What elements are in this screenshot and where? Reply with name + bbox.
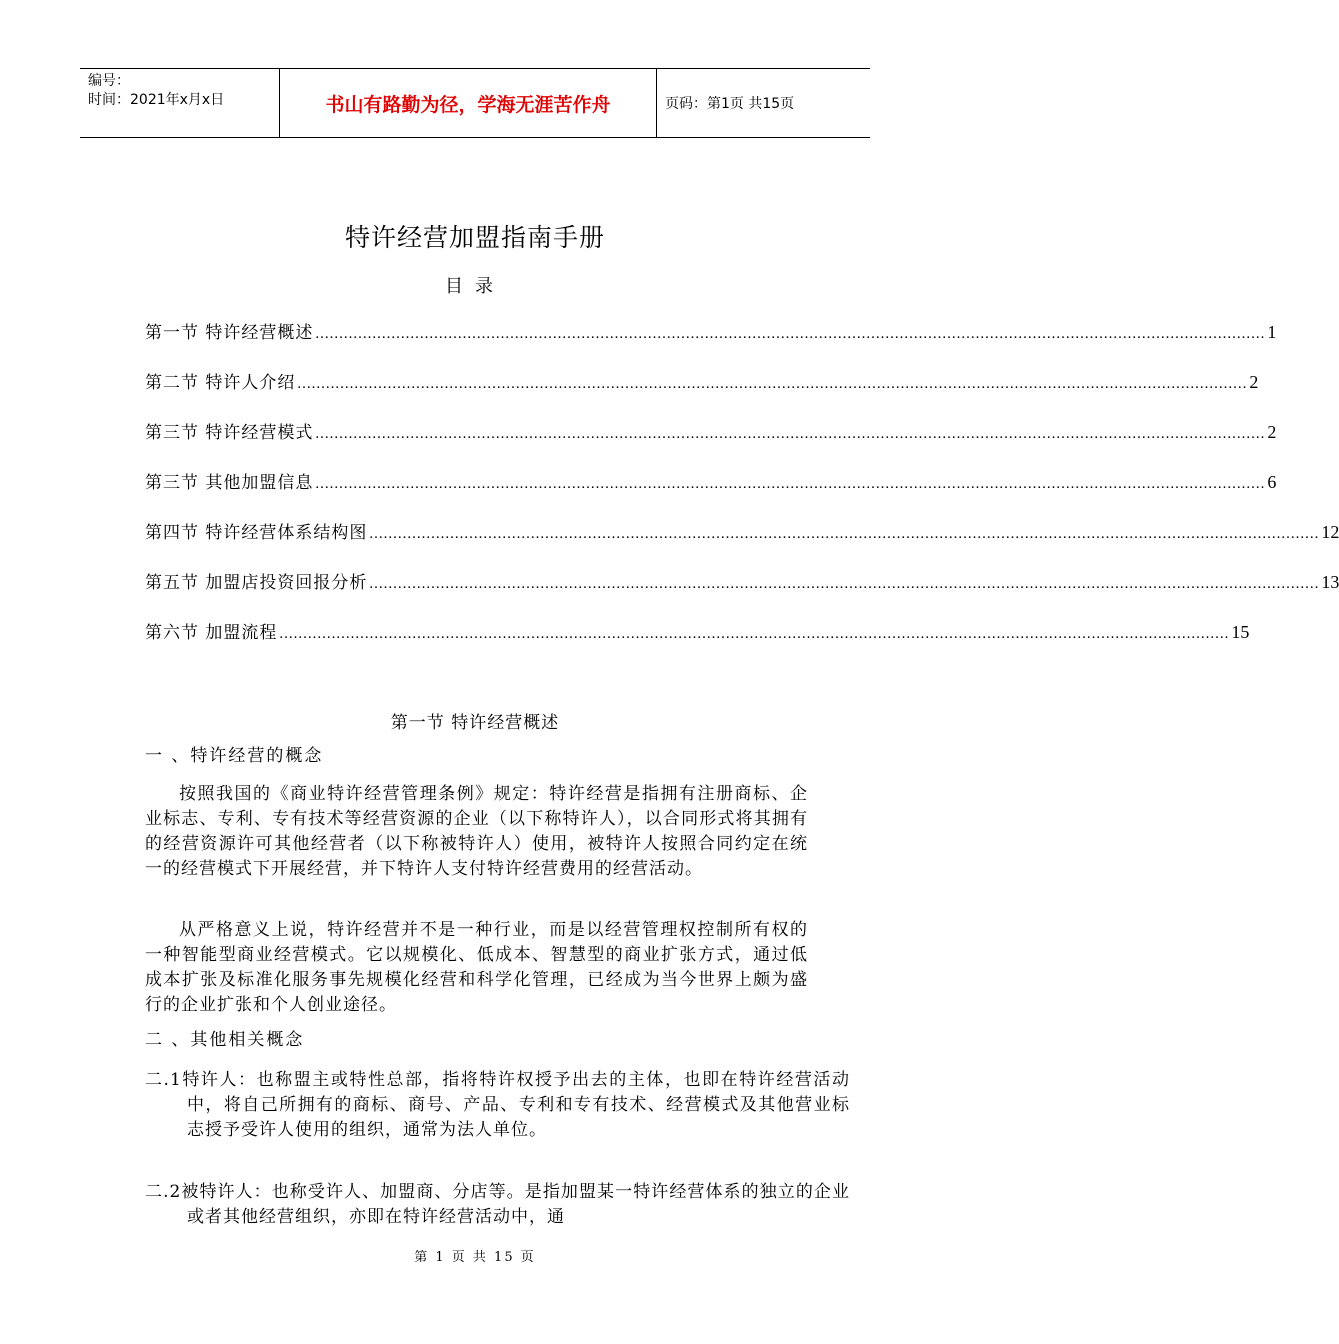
toc-title: 目录 [445, 276, 505, 297]
header-number: 编号： [88, 73, 130, 89]
table-of-contents [145, 318, 1339, 668]
toc-item-label: 第三节 特许经营模式 [145, 423, 314, 443]
toc-item[interactable] [145, 418, 1277, 468]
toc-item-page: 15 [1231, 622, 1250, 642]
toc-item[interactable] [145, 518, 1339, 568]
list-item-franchisor: 二.1特许人：也称盟主或特性总部，指将特许权授予出去的主体，也即在特许经营活动中，将自己所拥有的商标、商号、产品、专利和专有技术、经营模式及其他营业标志授予受许人使用的组织，通常为法人单位。 [145, 1070, 850, 1140]
toc-item-label: 第四节 特许经营体系结构图 [145, 523, 368, 543]
toc-item[interactable] [145, 318, 1277, 368]
toc-item-label: 第一节 特许经营概述 [145, 323, 314, 343]
toc-leader-dots: ........................................................................................................................................................................................................ [279, 626, 1230, 642]
header-page-info: 页码：第1页 共15页 [665, 96, 795, 112]
toc-item[interactable] [145, 618, 1250, 668]
toc-item-page: 1 [1267, 322, 1277, 342]
heading-related-concepts: 二 、其他相关概念 [145, 1030, 305, 1050]
toc-leader-dots: ........................................................................................................................................................................................................ [369, 576, 1320, 592]
toc-item-label: 第三节 其他加盟信息 [145, 473, 314, 493]
toc-item[interactable] [145, 568, 1339, 618]
toc-item-page: 2 [1267, 422, 1277, 442]
toc-leader-dots: ........................................................................................................................................................................................................ [315, 326, 1266, 342]
toc-item-page: 12 [1321, 522, 1339, 542]
section-title: 第一节 特许经营概述 [390, 713, 560, 733]
page-header [80, 68, 870, 138]
header-time: 时间：2021年x月x日 [88, 92, 225, 108]
paragraph-definition: 按照我国的《商业特许经营管理条例》规定：特许经营是指拥有注册商标、企业标志、专利、专有技术等经营资源的企业（以下称特许人），以合同形式将其拥有的经营资源许可其他经营者（以下称被特许人）使用，被特许人按照合同约定在统一的经营模式下开展经营，并下特许人支付特许经营费用的经营活动。 [145, 784, 808, 879]
toc-leader-dots: ........................................................................................................................................................................................................ [297, 376, 1248, 392]
heading-concept: 一 、特许经营的概念 [145, 746, 324, 766]
toc-leader-dots: ........................................................................................................................................................................................................ [315, 476, 1266, 492]
header-meta [80, 69, 280, 137]
toc-item-label: 第五节 加盟店投资回报分析 [145, 573, 368, 593]
toc-item-page: 13 [1321, 572, 1339, 592]
toc-leader-dots: ........................................................................................................................................................................................................ [369, 526, 1320, 542]
toc-item[interactable] [145, 468, 1277, 518]
paragraph-meaning: 从严格意义上说，特许经营并不是一种行业，而是以经营管理权控制所有权的一种智能型商业经营模式。它以规模化、低成本、智慧型的商业扩张方式，通过低成本扩张及标准化服务事先规模化经营和科学化管理，已经成为当今世界上颇为盛行的企业扩张和个人创业途径。 [145, 920, 808, 1015]
toc-item-label: 第二节 特许人介绍 [145, 373, 296, 393]
toc-item[interactable] [145, 368, 1259, 418]
header-motto: 书山有路勤为径，学海无涯苦作舟 [280, 69, 657, 137]
toc-item-label: 第六节 加盟流程 [145, 623, 278, 643]
toc-item-page: 2 [1249, 372, 1259, 392]
page-footer: 第 1 页 共 15 页 [414, 1250, 536, 1265]
list-item-franchisee: 二.2被特许人：也称受许人、加盟商、分店等。是指加盟某一特许经营体系的独立的企业或者其他经营组织，亦即在特许经营活动中，通 [145, 1182, 850, 1227]
toc-leader-dots: ........................................................................................................................................................................................................ [315, 426, 1266, 442]
toc-item-page: 6 [1267, 472, 1277, 492]
document-title: 特许经营加盟指南手册 [344, 223, 605, 252]
